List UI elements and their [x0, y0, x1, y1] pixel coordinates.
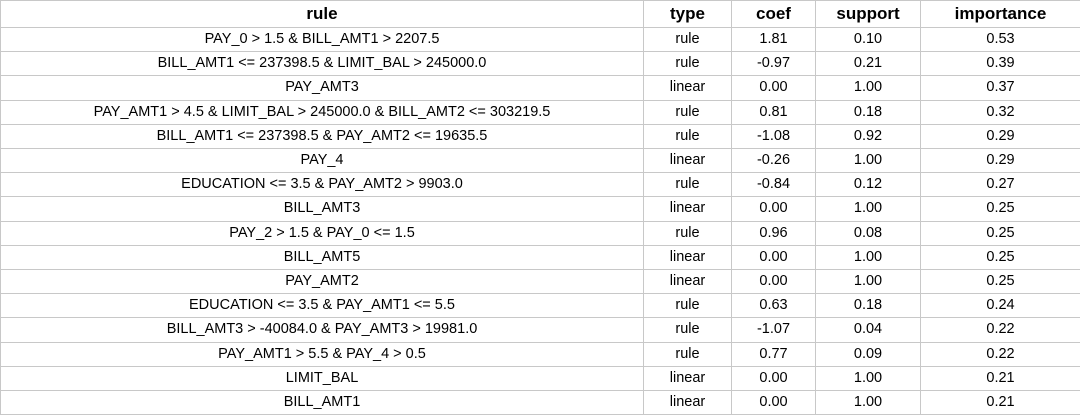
cell-coef: 0.00 [732, 270, 816, 294]
cell-rule: PAY_AMT3 [1, 76, 644, 100]
cell-support: 1.00 [816, 245, 921, 269]
table-row [1, 342, 1080, 366]
column-header-coef: coef [732, 1, 816, 28]
cell-support: 1.00 [816, 76, 921, 100]
table-row [1, 100, 1080, 124]
cell-importance: 0.21 [921, 366, 1080, 390]
cell-rule: EDUCATION <= 3.5 & PAY_AMT1 <= 5.5 [1, 294, 644, 318]
cell-importance: 0.24 [921, 294, 1080, 318]
cell-importance: 0.39 [921, 52, 1080, 76]
table-row [1, 318, 1080, 342]
cell-support: 1.00 [816, 270, 921, 294]
cell-support: 0.18 [816, 294, 921, 318]
table-row [1, 391, 1080, 415]
cell-coef: 0.00 [732, 76, 816, 100]
cell-rule: LIMIT_BAL [1, 366, 644, 390]
cell-importance: 0.25 [921, 221, 1080, 245]
cell-rule: BILL_AMT3 > -40084.0 & PAY_AMT3 > 19981.0 [1, 318, 644, 342]
cell-importance: 0.22 [921, 318, 1080, 342]
cell-rule: BILL_AMT5 [1, 245, 644, 269]
table-row [1, 245, 1080, 269]
cell-rule: PAY_4 [1, 149, 644, 173]
cell-support: 1.00 [816, 197, 921, 221]
cell-coef: 0.00 [732, 197, 816, 221]
cell-rule: PAY_0 > 1.5 & BILL_AMT1 > 2207.5 [1, 28, 644, 52]
cell-importance: 0.29 [921, 149, 1080, 173]
table-row [1, 197, 1080, 221]
cell-coef: -1.08 [732, 124, 816, 148]
cell-type: linear [644, 366, 732, 390]
table-row [1, 76, 1080, 100]
cell-type: rule [644, 221, 732, 245]
table-row [1, 149, 1080, 173]
cell-type: rule [644, 294, 732, 318]
cell-type: linear [644, 149, 732, 173]
column-header-support: support [816, 1, 921, 28]
cell-importance: 0.37 [921, 76, 1080, 100]
table-row [1, 270, 1080, 294]
cell-type: linear [644, 270, 732, 294]
table-row [1, 366, 1080, 390]
cell-type: rule [644, 28, 732, 52]
cell-coef: 0.81 [732, 100, 816, 124]
cell-support: 1.00 [816, 149, 921, 173]
column-header-importance: importance [921, 1, 1080, 28]
cell-support: 0.92 [816, 124, 921, 148]
cell-coef: -1.07 [732, 318, 816, 342]
table-row [1, 294, 1080, 318]
column-header-type: type [644, 1, 732, 28]
cell-support: 0.10 [816, 28, 921, 52]
cell-importance: 0.21 [921, 391, 1080, 415]
cell-importance: 0.25 [921, 245, 1080, 269]
cell-type: linear [644, 245, 732, 269]
cell-support: 0.09 [816, 342, 921, 366]
cell-rule: EDUCATION <= 3.5 & PAY_AMT2 > 9903.0 [1, 173, 644, 197]
cell-importance: 0.27 [921, 173, 1080, 197]
table-header-row [1, 1, 1080, 28]
cell-coef: -0.97 [732, 52, 816, 76]
cell-rule: BILL_AMT3 [1, 197, 644, 221]
cell-support: 0.04 [816, 318, 921, 342]
cell-coef: 0.63 [732, 294, 816, 318]
table-row [1, 124, 1080, 148]
cell-importance: 0.25 [921, 197, 1080, 221]
table-body [1, 28, 1080, 415]
cell-rule: PAY_AMT2 [1, 270, 644, 294]
column-header-rule: rule [1, 1, 644, 28]
cell-coef: 0.00 [732, 366, 816, 390]
cell-type: linear [644, 391, 732, 415]
cell-type: linear [644, 197, 732, 221]
cell-type: rule [644, 342, 732, 366]
cell-rule: PAY_2 > 1.5 & PAY_0 <= 1.5 [1, 221, 644, 245]
cell-type: linear [644, 76, 732, 100]
cell-support: 0.12 [816, 173, 921, 197]
table-row [1, 52, 1080, 76]
cell-coef: 0.77 [732, 342, 816, 366]
cell-importance: 0.29 [921, 124, 1080, 148]
table-row [1, 28, 1080, 52]
cell-rule: BILL_AMT1 <= 237398.5 & LIMIT_BAL > 245000.0 [1, 52, 644, 76]
cell-type: rule [644, 100, 732, 124]
cell-coef: -0.26 [732, 149, 816, 173]
cell-type: rule [644, 173, 732, 197]
cell-importance: 0.25 [921, 270, 1080, 294]
table-row [1, 221, 1080, 245]
cell-importance: 0.22 [921, 342, 1080, 366]
cell-coef: 0.96 [732, 221, 816, 245]
cell-type: rule [644, 124, 732, 148]
cell-rule: PAY_AMT1 > 4.5 & LIMIT_BAL > 245000.0 & BILL_AMT2 <= 303219.5 [1, 100, 644, 124]
cell-coef: 0.00 [732, 245, 816, 269]
table-header [1, 1, 1080, 28]
cell-importance: 0.32 [921, 100, 1080, 124]
cell-support: 0.18 [816, 100, 921, 124]
table-row [1, 173, 1080, 197]
cell-type: rule [644, 318, 732, 342]
cell-support: 1.00 [816, 391, 921, 415]
cell-coef: 0.00 [732, 391, 816, 415]
cell-rule: BILL_AMT1 <= 237398.5 & PAY_AMT2 <= 19635.5 [1, 124, 644, 148]
cell-support: 0.08 [816, 221, 921, 245]
cell-coef: 1.81 [732, 28, 816, 52]
cell-type: rule [644, 52, 732, 76]
cell-support: 0.21 [816, 52, 921, 76]
cell-rule: BILL_AMT1 [1, 391, 644, 415]
cell-rule: PAY_AMT1 > 5.5 & PAY_4 > 0.5 [1, 342, 644, 366]
cell-importance: 0.53 [921, 28, 1080, 52]
cell-support: 1.00 [816, 366, 921, 390]
cell-coef: -0.84 [732, 173, 816, 197]
